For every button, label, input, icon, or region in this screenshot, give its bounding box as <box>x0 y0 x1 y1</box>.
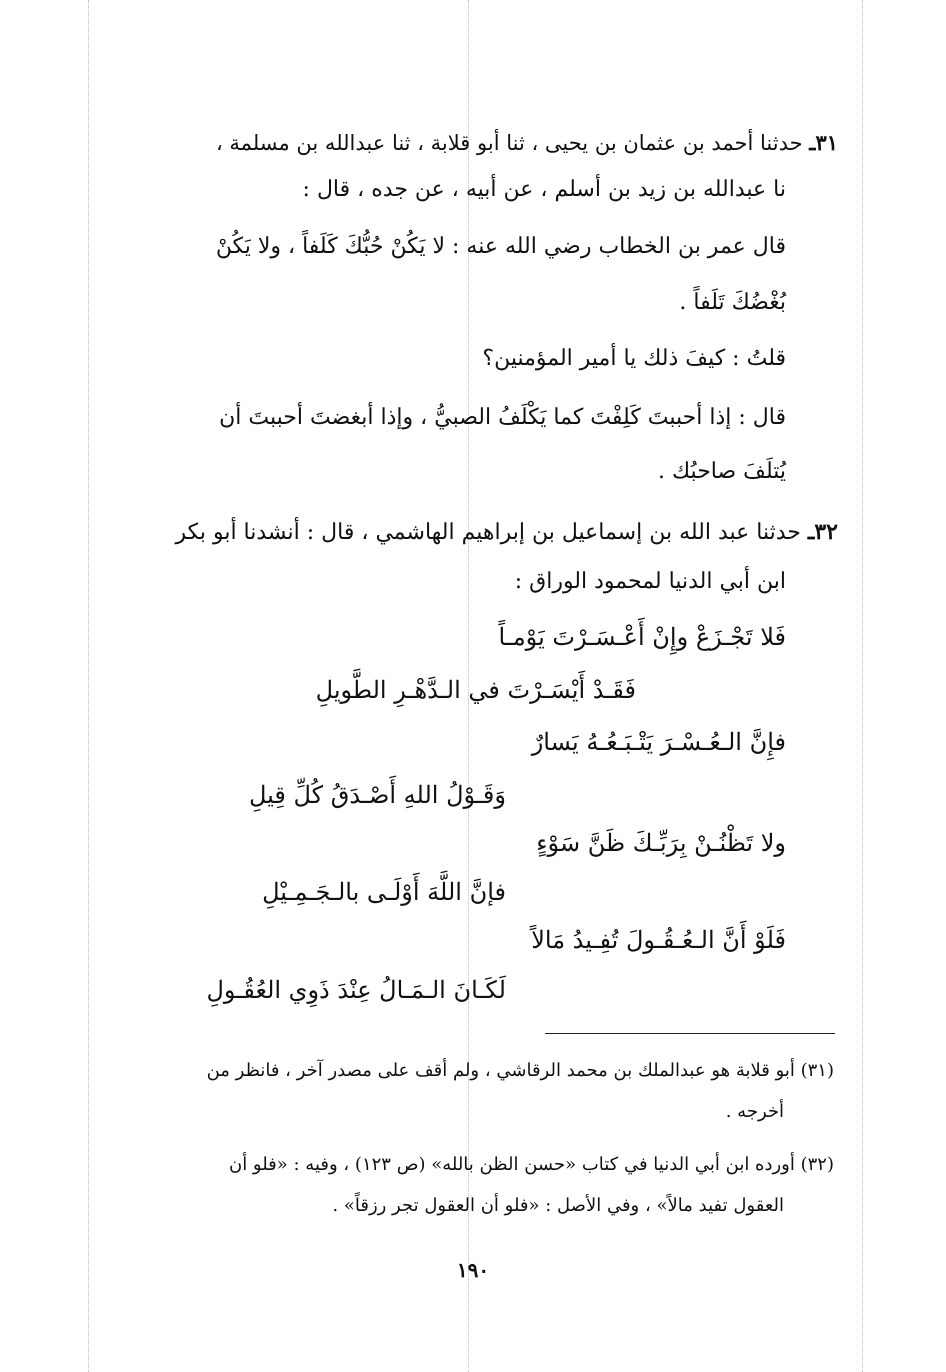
hadith-31-line-5: قلتُ : كيفَ ذلك يا أمير المؤمنين؟ <box>482 346 786 371</box>
poem-verse-1b: فَقَـدْ أَيْسَـرْتَ في الـدَّهْـرِ الطَّويلِ <box>315 676 636 704</box>
poem-verse-4b: لَكَـانَ الـمَـالُ عِنْدَ ذَوِي العُقُـولِ <box>206 976 506 1004</box>
hadith-32-number: ٣٢ـ <box>807 519 838 545</box>
poem-verse-4a: فَلَوْ أَنَّ الـعُـقُـولَ تُفِـيدُ مَالاً <box>531 926 786 954</box>
hadith-32-line-2: ابن أبي الدنيا لمحمود الوراق : <box>514 569 786 594</box>
scan-guide-line <box>88 0 89 1372</box>
hadith-31-line-4: بُغْضُكَ تَلَفاً . <box>679 290 786 315</box>
footnote-31-line-1: (٣١) أبو قلابة هو عبدالملك بن محمد الرقاشي ، ولم أقف على مصدر آخر ، فانظر من <box>206 1060 834 1081</box>
footnote-32-line-2: العقول تفيد مالاً» ، وفي الأصل : «فلو أن العقول تجر رزقاً» . <box>332 1195 784 1216</box>
hadith-31-line-1 <box>216 128 838 158</box>
footnote-32-line-1: (٣٢) أورده ابن أبي الدنيا في كتاب «حسن الظن بالله» (ص ١٢٣) ، وفيه : «فلو أن <box>228 1154 834 1175</box>
hadith-31-line-2: نا عبدالله بن زيد بن أسلم ، عن أبيه ، عن جده ، قال : <box>302 177 786 202</box>
poem-verse-2a: فإِنَّ الـعُـسْـرَ يَتْـبَـعُـهُ يَسارٌ <box>531 728 786 756</box>
footnote-separator <box>545 1033 835 1034</box>
poem-verse-3b: فإنَّ اللَّهَ أَوْلَـى بالـجَـمِـيْلِ <box>262 878 506 906</box>
poem-verse-3a: ولا تَظْنُـنْ بِرَبِّـكَ ظَنَّ سَوْءٍ <box>536 829 786 857</box>
poem-verse-2b: وَقَـوْلُ اللهِ أَصْـدَقُ كُلِّ قِيلِ <box>248 781 506 809</box>
hadith-31-text: حدثنا أحمد بن عثمان بن يحيى ، ثنا أبو قلابة ، ثنا عبدالله بن مسلمة ، <box>215 131 803 155</box>
hadith-31-line-6: قال : إذا أحببتَ كَلِفْتَ كما يَكْلَفُ الصبيُّ ، وإذا أبغضتَ أحببتَ أن <box>219 405 786 430</box>
page-number: ١٩٠ <box>456 1258 490 1282</box>
poem-verse-1a: فَلا تَجْـزَعْ وإِنْ أَعْـسَـرْتَ يَوْمـاً <box>498 623 786 651</box>
hadith-32-line-1 <box>176 517 838 548</box>
hadith-31-number: ٣١ـ <box>809 130 838 155</box>
hadith-31-line-7: يُتلَفَ صاحبُك . <box>658 459 786 484</box>
hadith-31-line-3: قال عمر بن الخطاب رضي الله عنه : لا يَكُنْ حُبُّكَ كَلَفاً ، ولا يَكُنْ <box>215 234 786 259</box>
scan-guide-line <box>862 0 863 1372</box>
hadith-32-text: حدثنا عبد الله بن إسماعيل بن إبراهيم الهاشمي ، قال : أنشدنا أبو بكر <box>175 520 801 545</box>
footnote-31-line-2: أخرجه . <box>725 1101 784 1122</box>
